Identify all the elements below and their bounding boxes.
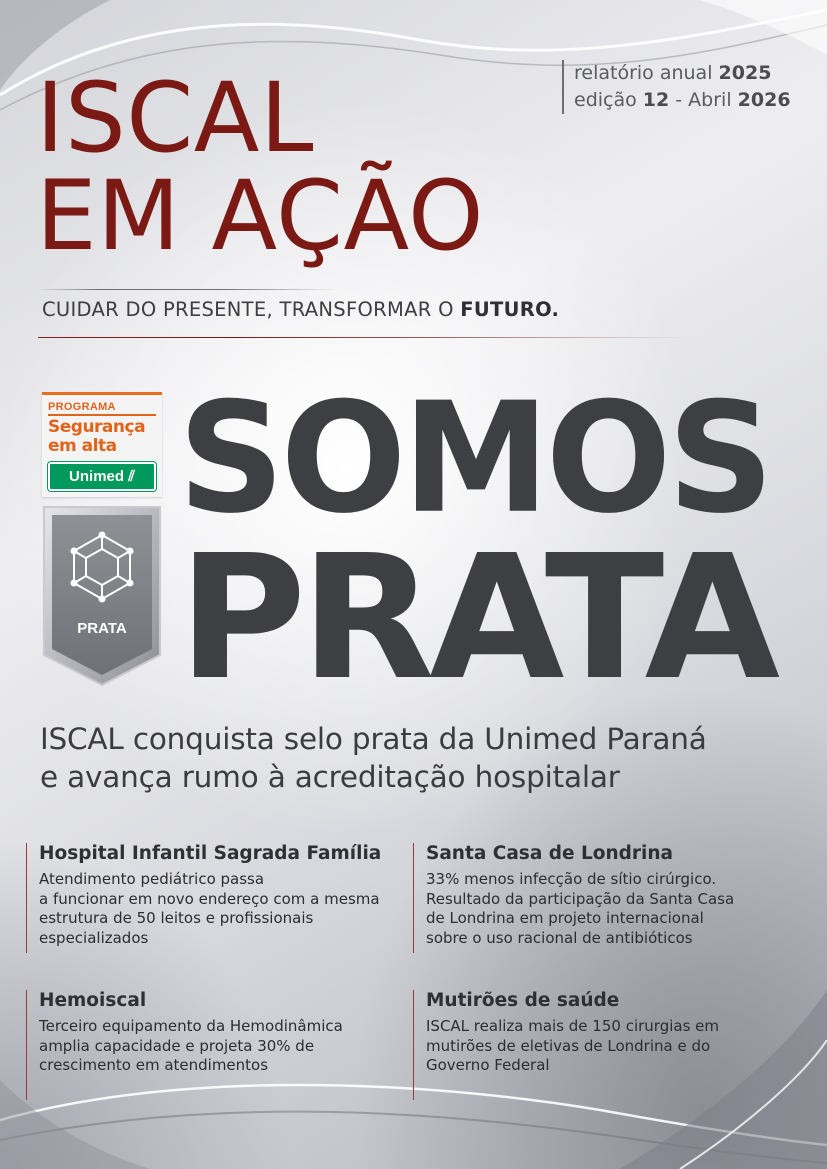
- news-title: Mutirões de saúde: [426, 990, 620, 1011]
- magazine-title-line1: ISCAL: [36, 62, 314, 174]
- news-item: [26, 990, 409, 1100]
- divider-top: [38, 289, 338, 290]
- news-body: Atendimento pediátrico passa a funcionar em novo endereço com a mesma estrutura de 50 leitos e profissionais especializados: [39, 870, 380, 947]
- report-line: [574, 60, 791, 87]
- news-title: Hemoiscal: [39, 990, 147, 1011]
- news-body: ISCAL realiza mais de 150 cirurgias em mutirões de eletivas de Londrina e do Governo Federal: [426, 1017, 719, 1074]
- unimed-label: Unimed: [69, 468, 125, 485]
- report-year: 2025: [718, 62, 772, 84]
- news-body: 33% menos infecção de sítio cirúrgico. Resultado da participação da Santa Casa de Londrina em projeto internacional sobre o uso racional de antibióticos: [426, 870, 735, 947]
- program-name-line2: em alta: [48, 436, 117, 456]
- badge-level: PRATA: [77, 620, 127, 637]
- news-item: [413, 990, 806, 1100]
- edition-prefix: edição: [574, 89, 643, 111]
- edition-separator: - Abril: [669, 89, 738, 111]
- news-body: Terceiro equipamento da Hemodinâmica amplia capacidade e projeta 30% de crescimento em atendimentos: [39, 1017, 343, 1074]
- report-prefix: relatório anual: [574, 62, 719, 84]
- unimed-mark-icon: ⫽: [128, 468, 135, 485]
- unimed-logo-icon: [48, 462, 156, 491]
- divider-bottom: [38, 337, 688, 338]
- subheadline: [40, 720, 707, 796]
- tagline-emphasis: FUTURO.: [460, 298, 560, 321]
- program-card: [42, 392, 162, 497]
- news-title: Santa Casa de Londrina: [426, 843, 674, 864]
- news-item: [26, 843, 409, 953]
- edition-info: [562, 60, 791, 114]
- magazine-title-line2: EM AÇÃO: [36, 160, 485, 272]
- news-item: [413, 843, 806, 953]
- subheadline-line1: ISCAL conquista selo prata da Unimed Paraná: [40, 722, 707, 756]
- program-name-line1: Segurança: [48, 417, 146, 437]
- edition-number: 12: [642, 89, 670, 111]
- edition-year: 2026: [737, 89, 791, 111]
- headline-line1: SOMOS: [178, 369, 771, 547]
- subheadline-line2: e avança rumo à acreditação hospitalar: [40, 760, 620, 794]
- tagline-text: CUIDAR DO PRESENTE, TRANSFORMAR O: [42, 298, 461, 321]
- program-label: PROGRAMA: [48, 401, 156, 416]
- tagline: [42, 298, 559, 321]
- headline-line2: PRATA: [178, 519, 775, 719]
- silver-shield-icon: [42, 505, 162, 687]
- seguranca-em-alta-badge: [42, 392, 162, 692]
- edition-line: [574, 87, 791, 114]
- news-title: Hospital Infantil Sagrada Família: [39, 843, 382, 864]
